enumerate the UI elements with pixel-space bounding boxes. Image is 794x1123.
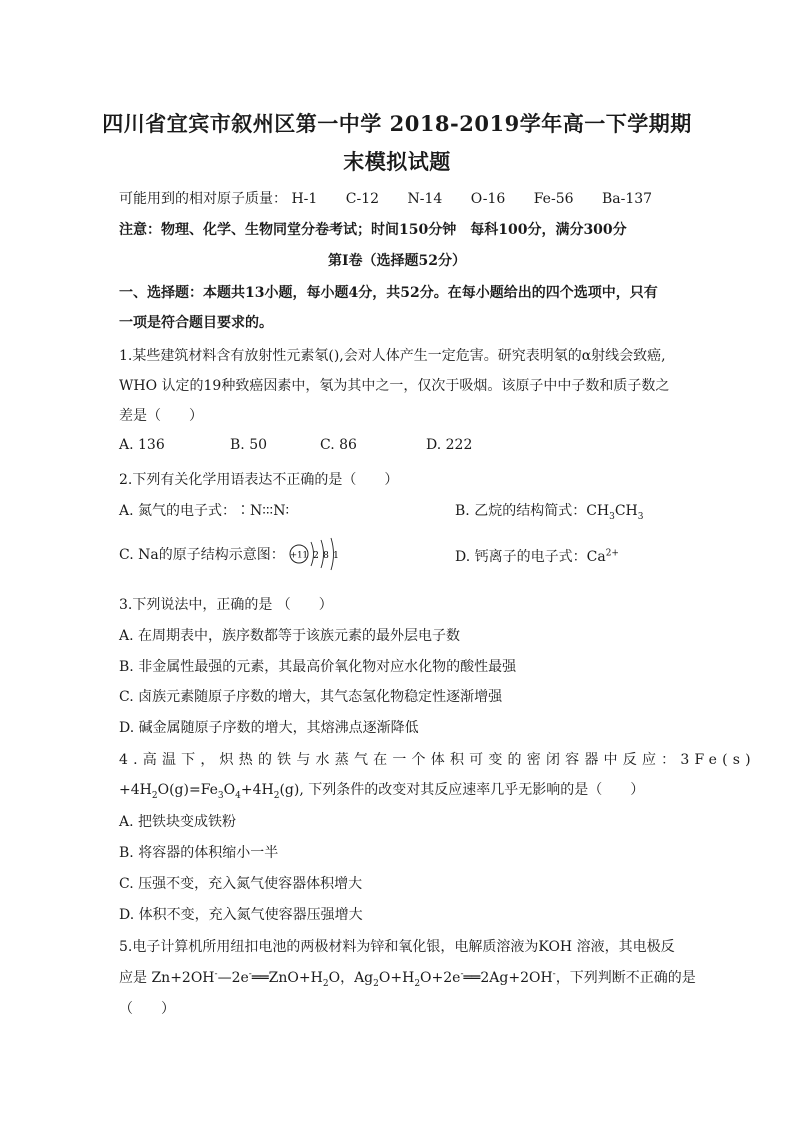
exam-title-line2: 末模拟试题	[343, 149, 451, 174]
q2-stem: 2.下列有关化学用语表达不正确的是（ ）	[119, 472, 399, 488]
atomic-mass-row	[119, 188, 676, 208]
na-shell-electrons: 8	[322, 551, 329, 561]
section-title: 第I卷（选择题52分）	[327, 253, 467, 269]
q3-stem: 3.下列说法中，正确的是 （ ）	[119, 597, 333, 613]
q3-option-a: A. 在周期表中，族序数都等于该族元素的最外层电子数	[119, 628, 461, 644]
q1-option-a: A. 136	[119, 437, 165, 453]
q4-option-b: B. 将容器的体积缩小一半	[119, 845, 279, 861]
q2-option-d: D. 钙离子的电子式：$Ca^{2+}$	[455, 548, 619, 565]
q1-stem-line1: 1.某些建筑材料含有放射性元素氡(),会对人体产生一定危害。研究表明氡的α射线会致癌,	[119, 348, 666, 364]
atomic-mass-label: 可能用到的相对原子质量：	[119, 191, 287, 207]
exam-title-line1: 四川省宜宾市叙州区第一中学 2018-2019学年高一下学期期	[102, 111, 692, 136]
q1-option-d: D. 222	[426, 437, 473, 453]
q4-option-a: A. 把铁块变成铁粉	[119, 814, 237, 830]
exam-notice: 注意：物理、化学、生物同堂分卷考试；时间150分钟 每科100分，满分300分	[119, 222, 627, 238]
na-atom-structure-diagram	[289, 536, 345, 572]
na-shell-electrons: 2	[312, 551, 319, 561]
atomic-mass-item: C-12	[345, 191, 380, 207]
q3-option-b: B. 非金属性最强的元素，其最高价氧化物对应水化物的酸性最强	[119, 659, 517, 675]
atomic-mass-item: H-1	[291, 191, 318, 207]
q5-stem-line2: 应是 $Zn+2OH^-—2e^-══ZnO+H_2O$，$Ag_2O+H_2O+2e^-══2Ag+2OH^-$，下列判断不正确的是	[119, 969, 696, 989]
part1-heading-line1: 一、选择题：本题共13小题，每小题4分，共52分。在每小题给出的四个选项中，只有	[119, 285, 658, 301]
q1-option-b: B. 50	[230, 437, 268, 453]
na-shell-electrons: 1	[332, 551, 339, 561]
atomic-mass-item: Ba-137	[601, 191, 653, 207]
na-nucleus-charge: +11	[289, 550, 308, 561]
part1-heading-line2: 一项是符合题目要求的。	[119, 315, 273, 331]
q4-stem-line2: $+4H_2O(g)=Fe_3O_4+4H_2(g)$, 下列条件的改变对其反应速率几乎无影响的是（ ）	[119, 782, 645, 801]
q3-option-c: C. 卤族元素随原子序数的增大，其气态氢化物稳定性逐渐增强	[119, 689, 503, 705]
q2-option-b: B. 乙烷的结构简式：$CH_3CH_3$	[455, 503, 644, 522]
atomic-mass-item: O-16	[470, 191, 506, 207]
q4-option-d: D. 体积不变，充入氮气使容器压强增大	[119, 907, 363, 923]
atomic-mass-item: Fe-56	[533, 191, 574, 207]
q5-stem-line3: （ ）	[119, 1001, 175, 1017]
q4-stem-line1: 4.高温下，炽热的铁与水蒸气在一个体积可变的密闭容器中反应：3Fe(s)	[119, 752, 756, 768]
q3-option-d: D. 碱金属随原子序数的增大，其熔沸点逐渐降低	[119, 720, 419, 736]
q5-stem-line1: 5.电子计算机所用纽扣电池的两极材料为锌和氧化银，电解质溶液为KOH 溶液，其电极反	[119, 939, 675, 955]
atomic-mass-item: N-14	[407, 191, 443, 207]
q4-option-c: C. 压强不变，充入氮气使容器体积增大	[119, 876, 363, 892]
q1-stem-line3: 差是（ ）	[119, 408, 203, 424]
q2-option-a: A. 氮气的电子式：∶N∶∶∶N∶	[119, 503, 290, 519]
q2-option-c: C. Na的原子结构示意图： +11 2 8 1	[119, 536, 345, 572]
q1-stem-line2: WHO 认定的19种致癌因素中，氡为其中之一，仅次于吸烟。该原子中中子数和质子数之	[119, 378, 670, 394]
q1-option-c: C. 86	[320, 437, 357, 453]
